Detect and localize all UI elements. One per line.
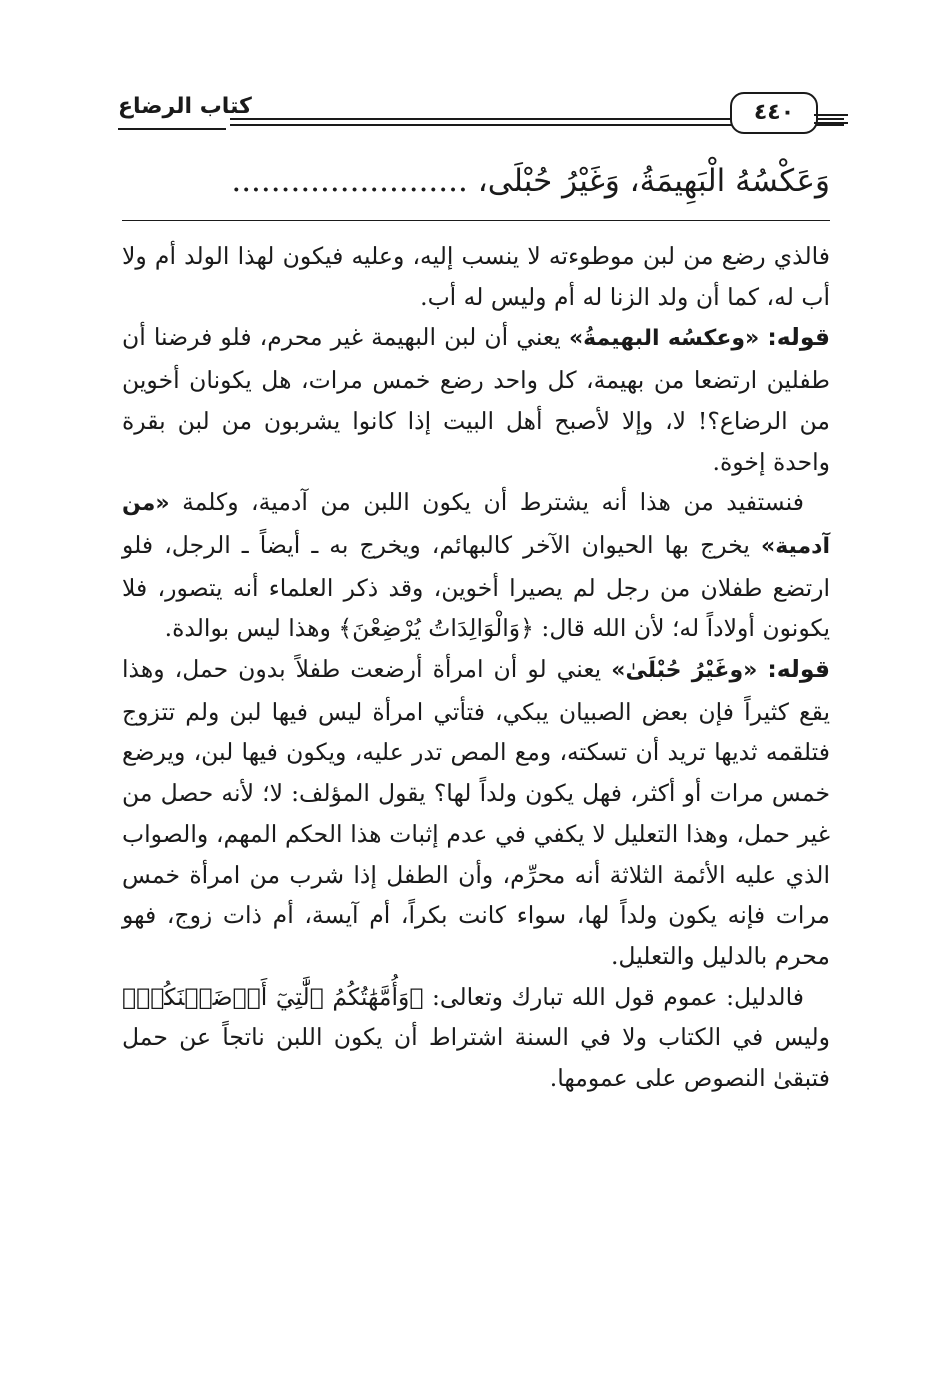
page-header (118, 88, 830, 138)
title-underline (118, 128, 226, 130)
term-quote: «من آدمية» (122, 491, 830, 559)
paragraph-4 (122, 649, 830, 977)
commentary-label: قوله: (767, 655, 830, 684)
paragraph-1 (122, 236, 830, 317)
commentary-label: قوله: (767, 323, 830, 352)
paragraph-text: فالذي رضع من لبن موطوءته لا ينسب إليه، وعليه فيكون لهذا الولد أم ولا أب له، كما أن ولد الزنا له أم وليس له أب. (122, 242, 830, 311)
quran-verse: ﴿وَأُمَّهَٰتُكُمُ ٱلَّٰتِيٓ أَرۡضَعۡنَكُمۡ﴾ (122, 982, 424, 1011)
matn-text: وَعَكْسُهُ الْبَهِيمَةُ، وَغَيْرُ حُبْلَى، (477, 163, 830, 199)
quran-verse: ﴿وَالْوَالِدَاتُ يُرْضِعْنَ﴾ (338, 614, 534, 643)
matn-quote: «وعكسُه البهيمةُ» (568, 326, 760, 352)
matn-line (118, 150, 830, 212)
paragraph-2 (122, 317, 830, 482)
matn-divider (122, 220, 830, 221)
paragraph-text: يخرج بها الحيوان الآخر كالبهائم، ويخرج به ـ أيضاً ـ الرجل، فلو ارتضع طفلان من رجل لم يصيرا أخوين، وقد ذكر العلماء أنه يتصور، فلا يكونون أولاداً له؛ لأن الله قال: (122, 530, 830, 643)
paragraph-text: وليس في الكتاب ولا في السنة اشتراط أن يكون اللبن ناتجاً عن حمل فتبقىٰ النصوص على عمومها. (122, 1023, 830, 1093)
header-rule (814, 122, 848, 124)
paragraph-3 (122, 482, 830, 649)
paragraph-text: فالدليل: عموم قول الله تبارك وتعالى: (431, 982, 804, 1011)
paragraph-text: يعني أن لبن البهيمة غير محرم، فلو فرضنا أن طفلين ارتضعا من بهيمة، كل واحد رضع خمس مرات، هل يكونان أخوين من الرضاع؟! لا، وإلا لأصبح أهل البيت إذا كانوا يشربون من لبن بقرة واحدة إخوة. (122, 323, 830, 476)
paragraph-text: فنستفيد من هذا أنه يشترط أن يكون اللبن من آدمية، وكلمة (182, 488, 804, 517)
commentary-body (122, 236, 830, 1099)
matn-dots: ........................ (231, 163, 468, 199)
header-rule (814, 114, 848, 116)
running-title: كتاب الرضاع (118, 94, 252, 119)
paragraph-text: وهذا ليس بوالدة. (164, 614, 331, 643)
matn-quote: «وغَيْرُ حُبْلَىٰ» (611, 658, 758, 684)
paragraph-5 (122, 977, 830, 1099)
page-number: ٤٤٠ (730, 92, 818, 134)
paragraph-text: يعني لو أن امرأة أرضعت طفلاً بدون حمل، وهذا يقع كثيراً فإن بعض الصبيان يبكي، فتأتي امرأة ليس فيها لبن ولم تتزوج فتلقمه ثديها تريد أن تسكته، ومع المص تدر عليه، ويكون فيها لبن، ويرضع خمس مرات أو أكثر، فهل يكون ولداً لها؟ يقول المؤلف: لا؛ لأنه حصل من غير حمل، وهذا التعليل لا يكفي في عدم إثبات هذا الحكم المهم، والصواب الذي عليه الأئمة الثلاثة أنه محرِّم، وأن الطفل إذا شرب من امرأة خمس مرات فإنه يكون ولداً لها، سواء كانت بكراً، أم آيسة، أم ذات زوج، فهو محرم بالدليل والتعليل. (122, 655, 830, 970)
